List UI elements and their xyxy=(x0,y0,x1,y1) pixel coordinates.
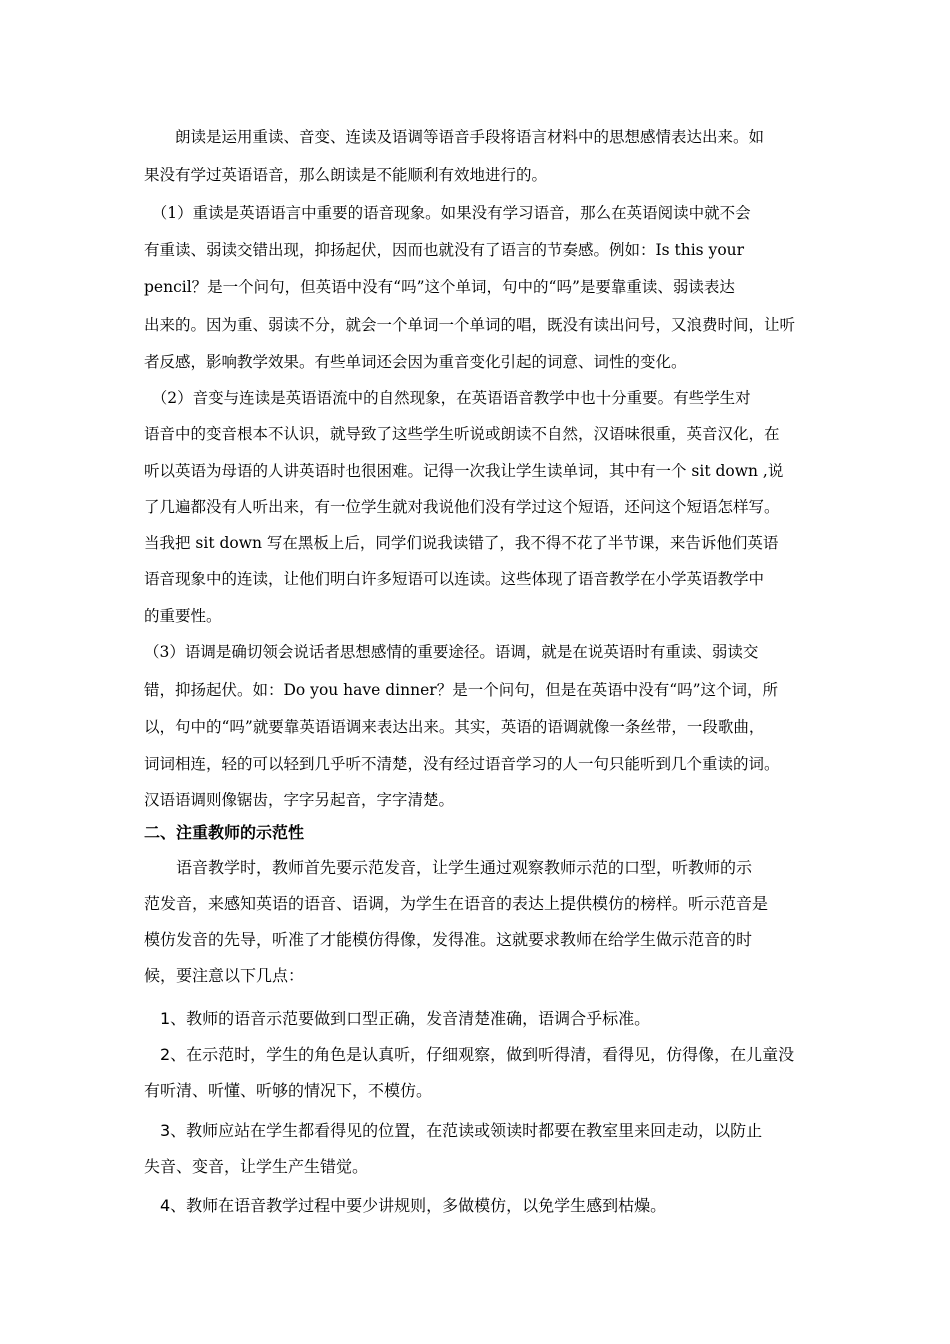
paragraph-line: 4、教师在语音教学过程中要少讲规则，多做模仿，以免学生感到枯燥。 xyxy=(144,1196,667,1215)
paragraph-line: 有重读、弱读交错出现，抑扬起伏，因而也就没有了语言的节奏感。例如：Is this your xyxy=(144,241,745,259)
paragraph-line: 语音中的变音根本不认识，就导致了这些学生听说或朗读不自然，汉语味很重，英音汉化，在 xyxy=(144,425,780,443)
paragraph-line: （2）音变与连读是英语语流中的自然现象，在英语语音教学中也十分重要。有些学生对 xyxy=(144,389,751,407)
paragraph-line: 的重要性。 xyxy=(144,607,222,625)
paragraph-line: 2、在示范时，学生的角色是认真听，仔细观察，做到听得清，看得见，仿得像，在儿童没 xyxy=(144,1045,795,1064)
paragraph-line: 了几遍都没有人听出来，有一位学生就对我说他们没有学过这个短语，还问这个短语怎样写。 xyxy=(144,498,780,516)
section-heading: 二、注重教师的示范性 xyxy=(144,823,305,842)
paragraph-line: 以，句中的“吗”就要靠英语语调来表达出来。其实，英语的语调就像一条丝带，一段歌曲， xyxy=(144,718,765,736)
paragraph-line: 汉语语调则像锯齿，字字另起音，字字清楚。 xyxy=(144,791,455,809)
paragraph-line: 有听清、听懂、听够的情况下，不模仿。 xyxy=(144,1081,433,1100)
paragraph-line: 词词相连，轻的可以轻到几乎听不清楚，没有经过语音学习的人一句只能听到几个重读的词。 xyxy=(144,755,780,773)
paragraph-line: 听以英语为母语的人讲英语时也很困难。记得一次我让学生读单词，其中有一个 sit down ,说 xyxy=(144,462,784,480)
paragraph-line: 错，抑扬起伏。如：Do you have dinner？是一个问句，但是在英语中没有“吗”这个词，所 xyxy=(144,681,779,699)
paragraph-line: 失音、变音，让学生产生错觉。 xyxy=(144,1157,369,1176)
paragraph-line: 朗读是运用重读、音变、连读及语调等语音手段将语言材料中的思想感情表达出来。如 xyxy=(144,128,765,146)
paragraph-line: 3、教师应站在学生都看得见的位置，在范读或领读时都要在教室里来回走动，以防止 xyxy=(144,1121,763,1140)
paragraph-line: （1）重读是英语语言中重要的语音现象。如果没有学习语音，那么在英语阅读中就不会 xyxy=(144,204,751,222)
paragraph-line: 模仿发音的先导，听准了才能模仿得像，发得准。这就要求教师在给学生做示范音的时 xyxy=(144,930,753,949)
paragraph-line: 语音现象中的连读，让他们明白许多短语可以连读。这些体现了语音教学在小学英语教学中 xyxy=(144,570,765,588)
paragraph-line: 者反感，影响教学效果。有些单词还会因为重音变化引起的词意、词性的变化。 xyxy=(144,353,687,371)
paragraph-line: pencil？是一个问句，但英语中没有“吗”这个单词，句中的“吗”是要靠重读、弱读表达 xyxy=(144,278,735,296)
paragraph-line: 果没有学过英语语音，那么朗读是不能顺利有效地进行的。 xyxy=(144,166,548,184)
paragraph-line: 范发音，来感知英语的语音、语调，为学生在语音的表达上提供模仿的榜样。听示范音是 xyxy=(144,894,769,913)
paragraph-line: （3）语调是确切领会说话者思想感情的重要途径。语调，就是在说英语时有重读、弱读交 xyxy=(144,643,759,661)
paragraph-line: 语音教学时，教师首先要示范发音，让学生通过观察教师示范的口型，听教师的示 xyxy=(144,858,753,877)
paragraph-line: 候，要注意以下几点： xyxy=(144,966,305,985)
paragraph-line: 当我把 sit down 写在黑板上后，同学们说我读错了，我不得不花了半节课，来告诉他们英语 xyxy=(144,534,779,552)
paragraph-line: 1、教师的语音示范要做到口型正确，发音清楚准确，语调合乎标准。 xyxy=(144,1009,651,1028)
paragraph-line: 出来的。因为重、弱读不分，就会一个单词一个单词的唱，既没有读出问号，又浪费时间，让听 xyxy=(144,316,796,334)
